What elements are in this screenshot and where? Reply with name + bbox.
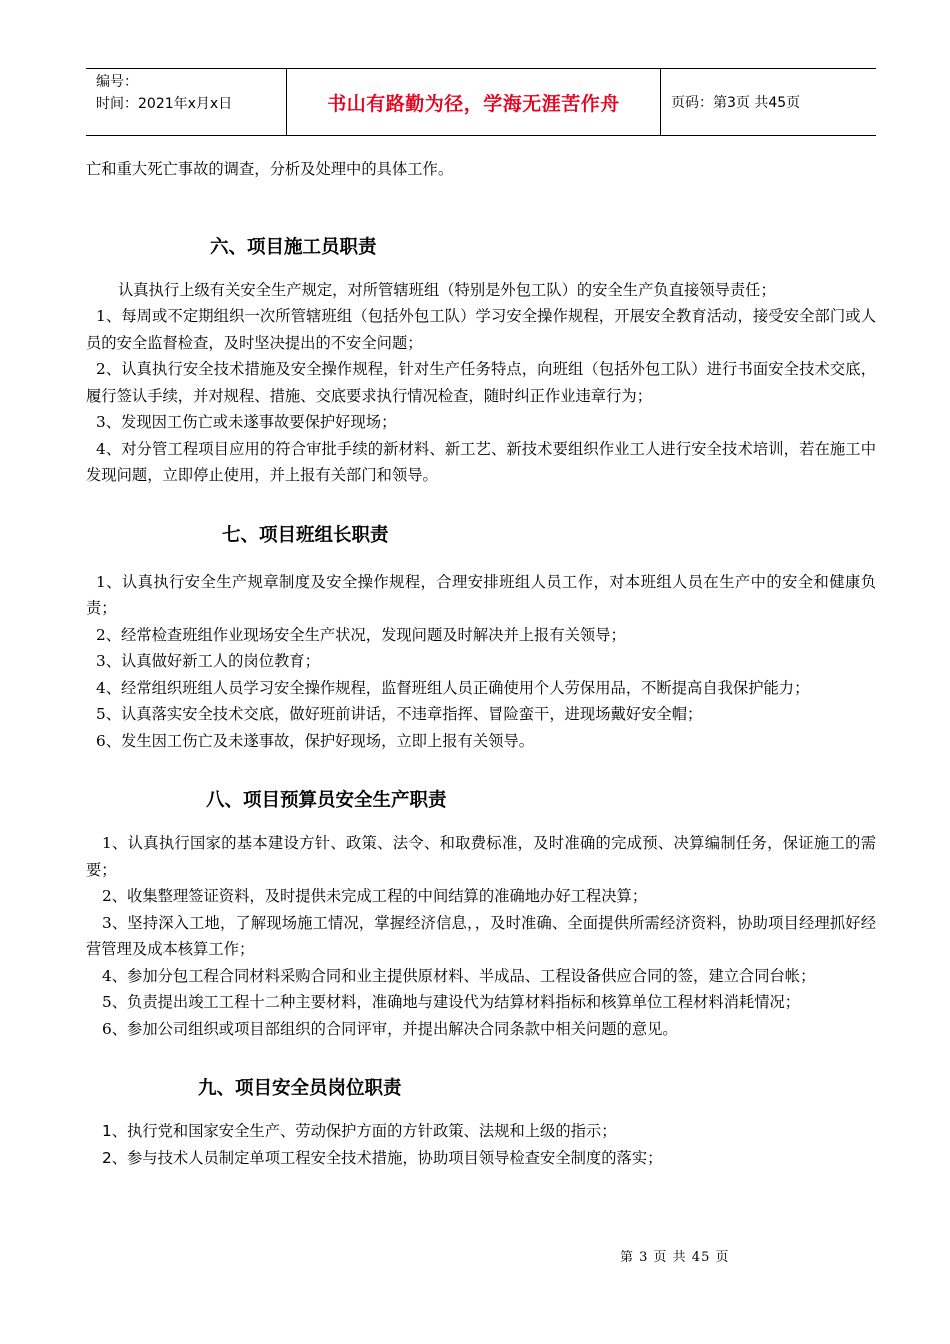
document-body (86, 156, 876, 1171)
section-6-lead: 认真执行上级有关安全生产规定，对所管辖班组（特别是外包工队）的安全生产负直接领导责任； (118, 280, 776, 299)
section-9-item: 2、参与技术人员制定单项工程安全技术措施，协助项目领导检查安全制度的落实； (102, 1148, 663, 1167)
section-6-item: 4、对分管工程项目应用的符合审批手续的新材料、新工艺、新技术要组织作业工人进行安全技术培训，若在施工中发现问题，立即停止使用，并上报有关部门和领导。 (86, 439, 876, 484)
section-title-6: 六、项目施工员职责 (210, 236, 377, 258)
section-8-item: 6、参加公司组织或项目部组织的合同评审，并提出解决合同条款中相关问题的意见。 (102, 1019, 678, 1038)
header-meta (86, 69, 286, 135)
header-page-info: 页码：第3页 共45页 (671, 95, 801, 111)
section-7-item: 6、发生因工伤亡及未遂事故，保护好现场，立即上报有关领导。 (96, 731, 535, 750)
section-6-item: 3、发现因工伤亡或未遂事故要保护好现场； (96, 413, 397, 431)
section-7-item: 5、认真落实安全技术交底，做好班前讲话，不违章指挥、冒险蛮干，进现场戴好安全帽； (96, 705, 703, 723)
section-8-item: 2、收集整理签证资料，及时提供未完成工程的中间结算的准确地办好工程决算； (102, 887, 648, 905)
document-time-label: 时间：2021年x月x日 (96, 96, 233, 112)
page-header (86, 68, 876, 136)
section-8-item: 3、坚持深入工地，了解现场施工情况，掌握经济信息，，及时准确、全面提供所需经济资料，协助项目经理抓好经营管理及成本核算工作； (86, 913, 876, 958)
section-title-7: 七、项目班组长职责 (222, 524, 389, 546)
section-8-item: 1、认真执行国家的基本建设方针、政策、法令、和取费标准，及时准确的完成预、决算编制任务，保证施工的需要； (86, 834, 876, 879)
section-7-item: 4、经常组织班组人员学习安全操作规程，监督班组人员正确使用个人劳保用品，不断提高自我保护能力； (96, 678, 810, 697)
section-6-item: 1、每周或不定期组织一次所管辖班组（包括外包工队）学习安全操作规程，开展安全教育活动，接受安全部门或人员的安全监督检查，及时坚决提出的不安全问题； (86, 307, 876, 352)
section-6-item: 2、认真执行安全技术措施及安全操作规程，针对生产任务特点，向班组（包括外包工队）进行书面安全技术交底，履行签认手续，并对规程、措施、交底要求执行情况检查，随时纠正作业违章行为； (86, 360, 876, 405)
section-8-item: 4、参加分包工程合同材料采购合同和业主提供原材料、半成品、工程设备供应合同的签，建立合同台帐； (102, 966, 816, 985)
section-7-item: 3、认真做好新工人的岗位教育； (96, 652, 320, 670)
section-8-item: 5、负责提出竣工工程十二种主要材料，准确地与建设代为结算材料指标和核算单位工程材料消耗情况； (102, 993, 801, 1011)
header-motto: 书山有路勤为径，学海无涯苦作舟 (327, 92, 620, 115)
section-title-8: 八、项目预算员安全生产职责 (206, 790, 447, 811)
page-footer: 第 3 页 共 45 页 (620, 1250, 730, 1265)
section-9-item: 1、执行党和国家安全生产、劳动保护方面的方针政策、法规和上级的指示； (102, 1122, 617, 1140)
section-title-9: 九、项目安全员岗位职责 (198, 1078, 402, 1099)
intro-continuation: 亡和重大死亡事故的调查，分析及处理中的具体工作。 (86, 160, 454, 178)
document-number-label: 编号： (96, 74, 138, 90)
section-7-item: 1、认真执行安全生产规章制度及安全操作规程，合理安排班组人员工作，对本班组人员在生产中的安全和健康负责； (86, 572, 876, 617)
section-7-item: 2、经常检查班组作业现场安全生产状况，发现问题及时解决并上报有关领导； (96, 625, 626, 644)
